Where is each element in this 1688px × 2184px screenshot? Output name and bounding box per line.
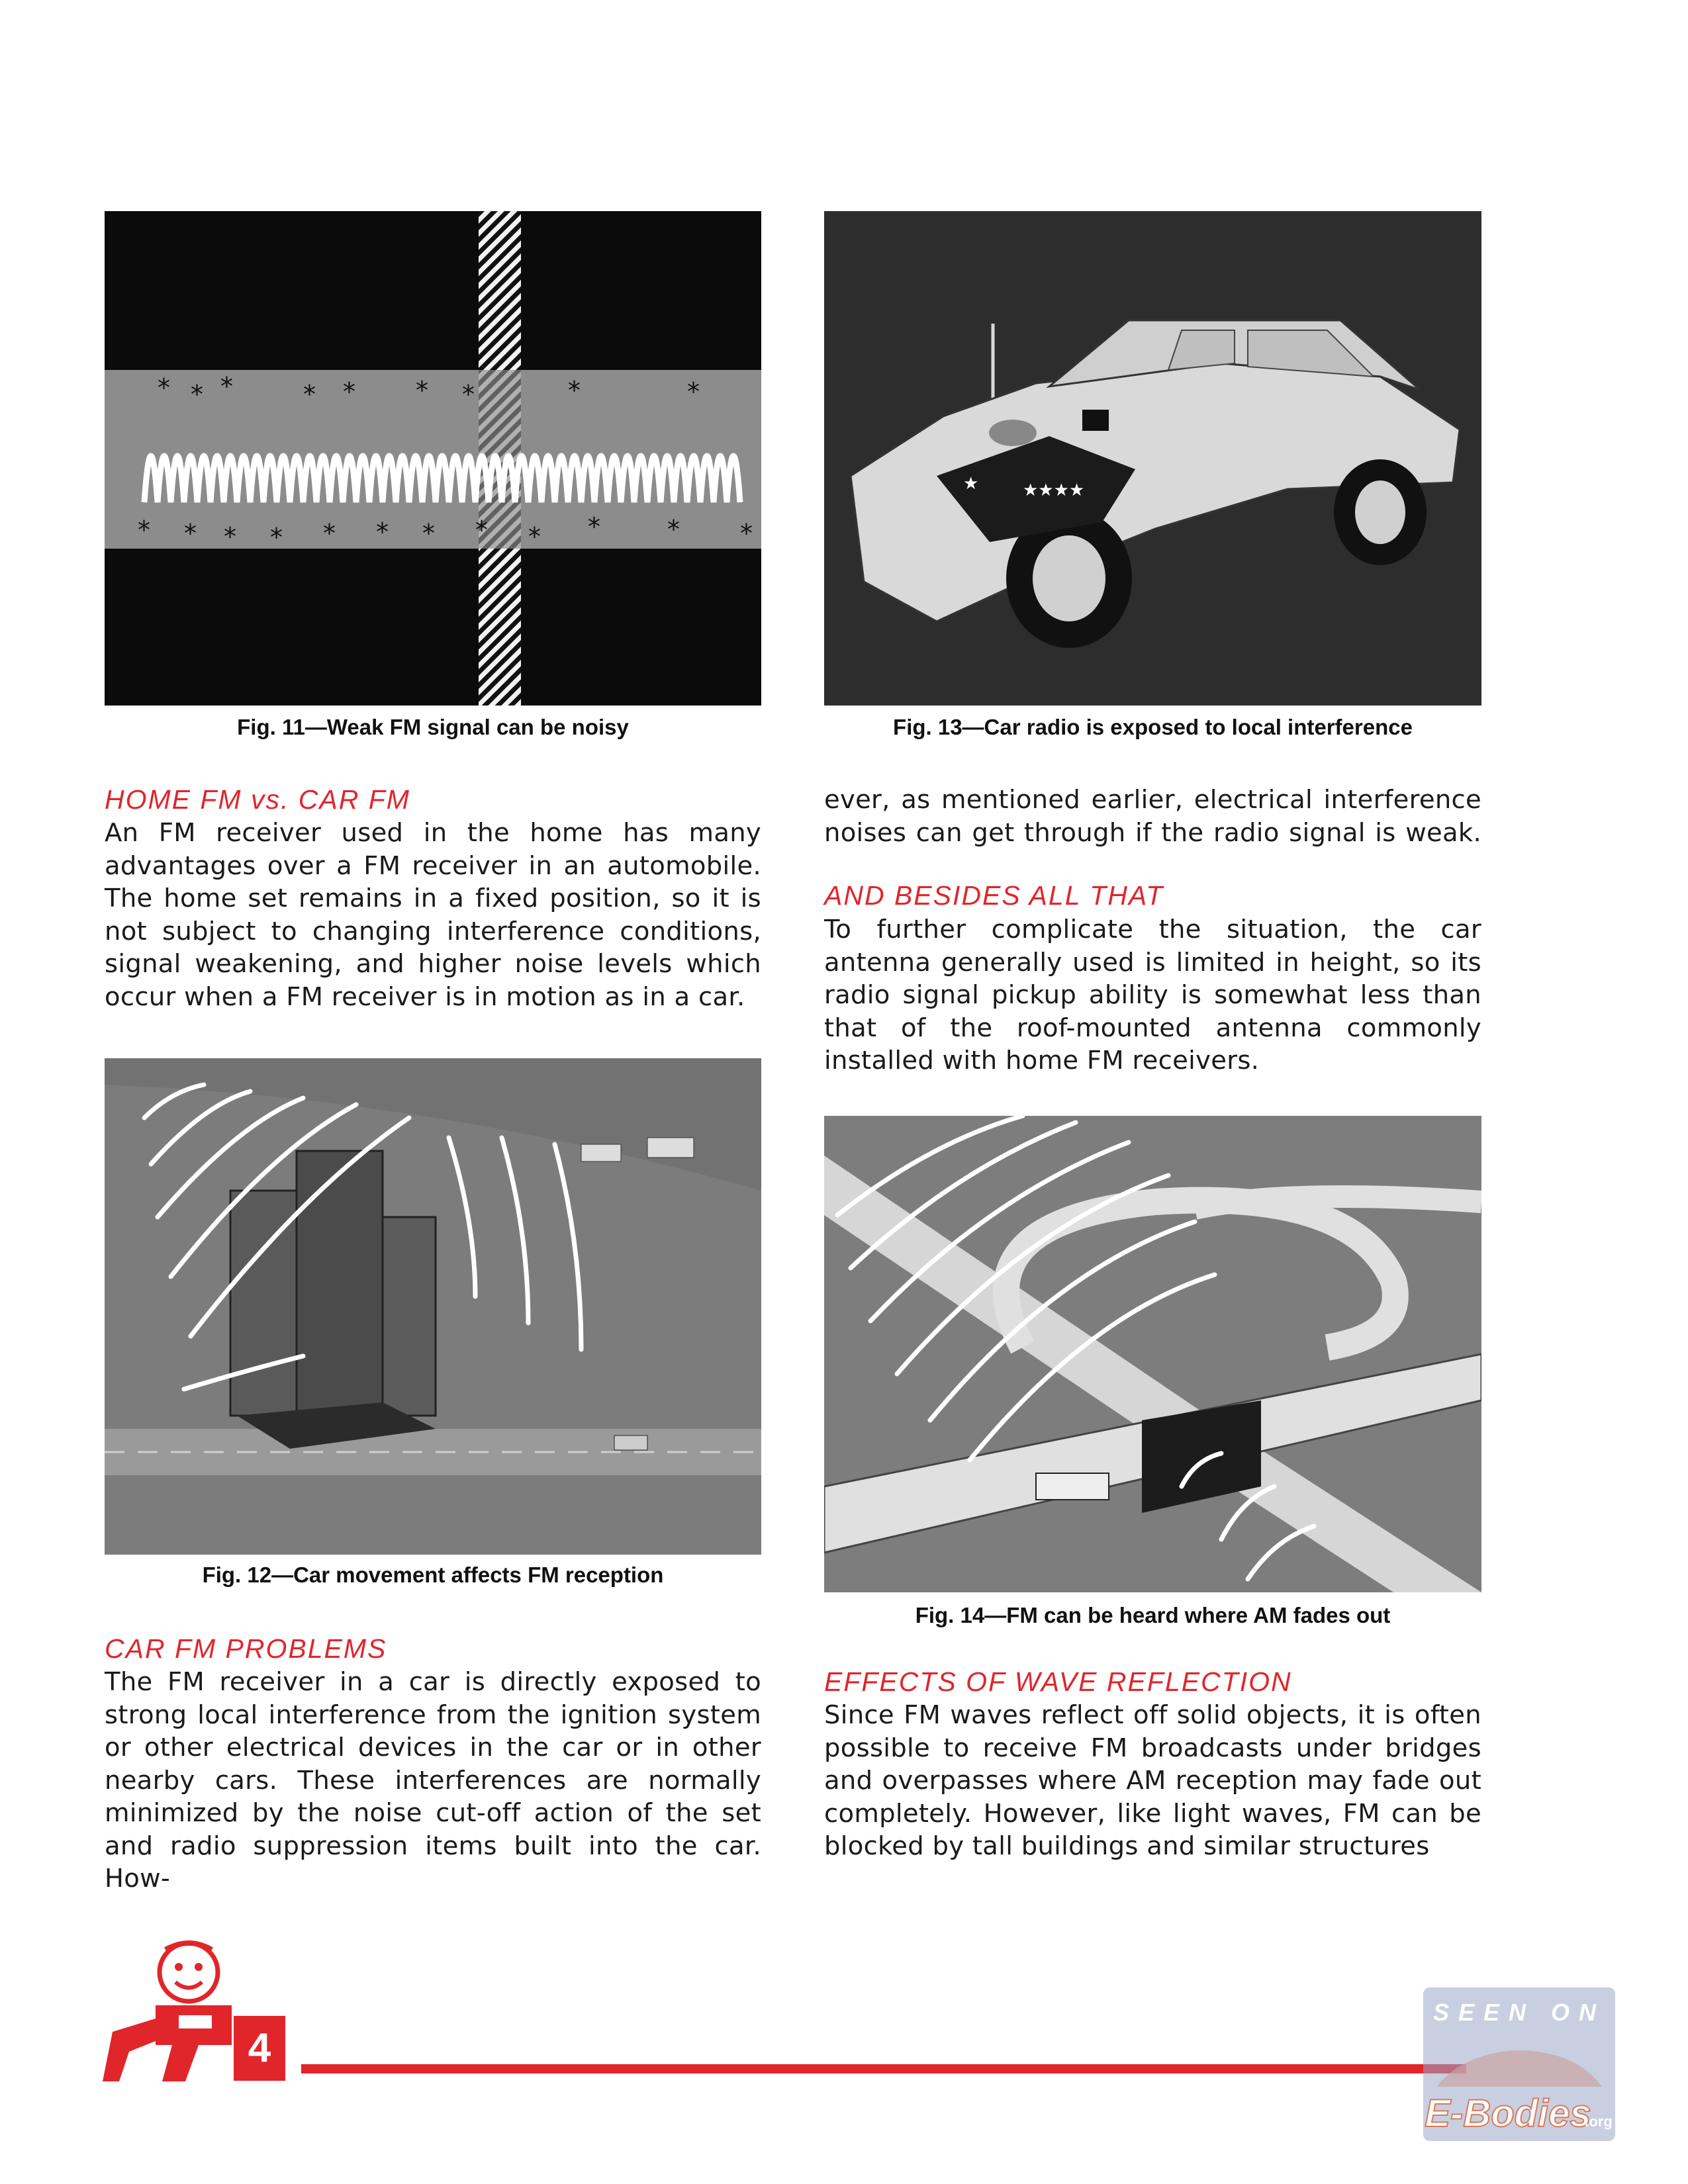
seen-on-ebodies-logo xyxy=(1423,1987,1615,2141)
fig-13-caption: Fig. 13—Car radio is exposed to local interference xyxy=(893,715,1413,739)
fig-12-caption: Fig. 12—Car movement affects FM reception xyxy=(202,1563,664,1587)
body-car-problems: The FM receiver in a car is directly exposed to strong local interference from the ignition system or other electrical devices in the car or in other nearby cars. These interferences are normally minimized by the noise cut-off action of the set and radio suppression items built into the car. How- xyxy=(105,1667,761,1893)
svg-text:★: ★ xyxy=(963,474,979,494)
svg-text:*: * xyxy=(224,522,236,551)
fig-11-image xyxy=(105,211,761,705)
logo-suffix: .org xyxy=(1585,2113,1613,2130)
svg-text:*: * xyxy=(528,522,541,551)
svg-text:*: * xyxy=(323,519,336,548)
svg-text:*: * xyxy=(568,376,581,405)
fig-11-caption: Fig. 11—Weak FM signal can be noisy xyxy=(237,715,629,739)
svg-text:*: * xyxy=(138,516,150,545)
footer-rule xyxy=(301,2064,1466,2073)
heading-besides: AND BESIDES ALL THAT xyxy=(824,880,1164,911)
svg-text:*: * xyxy=(191,380,203,409)
svg-text:*: * xyxy=(475,516,488,545)
svg-text:*: * xyxy=(184,519,197,548)
fig-13-image xyxy=(824,211,1481,705)
svg-text:*: * xyxy=(588,512,600,541)
fig-12-image xyxy=(105,1058,761,1555)
svg-text:*: * xyxy=(740,519,753,548)
page-number: 4 xyxy=(234,2016,285,2081)
body-besides: To further complicate the situation, the car antenna generally used is limited in height, so its radio signal pickup ability is somewhat less than that of the roof-mounted antenna commonly installed with home FM receivers. xyxy=(824,915,1481,1075)
fig-14-image xyxy=(824,1116,1481,1592)
logo-line1: SEEN ON xyxy=(1432,1999,1606,2026)
logo-line2: E-Bodies xyxy=(1425,2092,1591,2135)
heading-home-vs-car: HOME FM vs. CAR FM xyxy=(105,784,410,815)
body-car-problems-continued: ever, as mentioned earlier, electrical interference noises can get through if the radio signal is weak. xyxy=(824,785,1481,848)
svg-text:*: * xyxy=(462,380,475,409)
svg-text:*: * xyxy=(376,518,389,547)
heading-car-problems: CAR FM PROBLEMS xyxy=(105,1633,387,1664)
svg-text:★★★★: ★★★★ xyxy=(1023,480,1085,500)
body-home-vs-car: An FM receiver used in the home has many advantages over a FM receiver in an automobile. The home set remains in a fixed position, so it is not subject to changing interference conditions, signal weakening, and higher noise levels which occur when a FM receiver is in motion as in a car. xyxy=(105,818,761,1012)
svg-text:*: * xyxy=(220,372,233,401)
svg-text:*: * xyxy=(422,519,435,548)
svg-text:*: * xyxy=(270,523,283,552)
svg-text:*: * xyxy=(303,380,316,409)
body-reflection: Since FM waves reflect off solid objects, it is often possible to receive FM broadcasts under bridges and overpasses where AM reception may fade out completely. However, like light waves, FM can be blocked by tall buildings and similar structures xyxy=(824,1700,1481,1861)
svg-text:*: * xyxy=(667,515,680,544)
heading-reflection: EFFECTS OF WAVE REFLECTION xyxy=(824,1666,1292,1697)
svg-text:*: * xyxy=(416,376,428,405)
svg-text:*: * xyxy=(343,377,355,406)
svg-text:*: * xyxy=(158,373,170,402)
svg-text:*: * xyxy=(687,377,700,406)
fig-14-caption: Fig. 14—FM can be heard where AM fades out xyxy=(915,1603,1391,1627)
